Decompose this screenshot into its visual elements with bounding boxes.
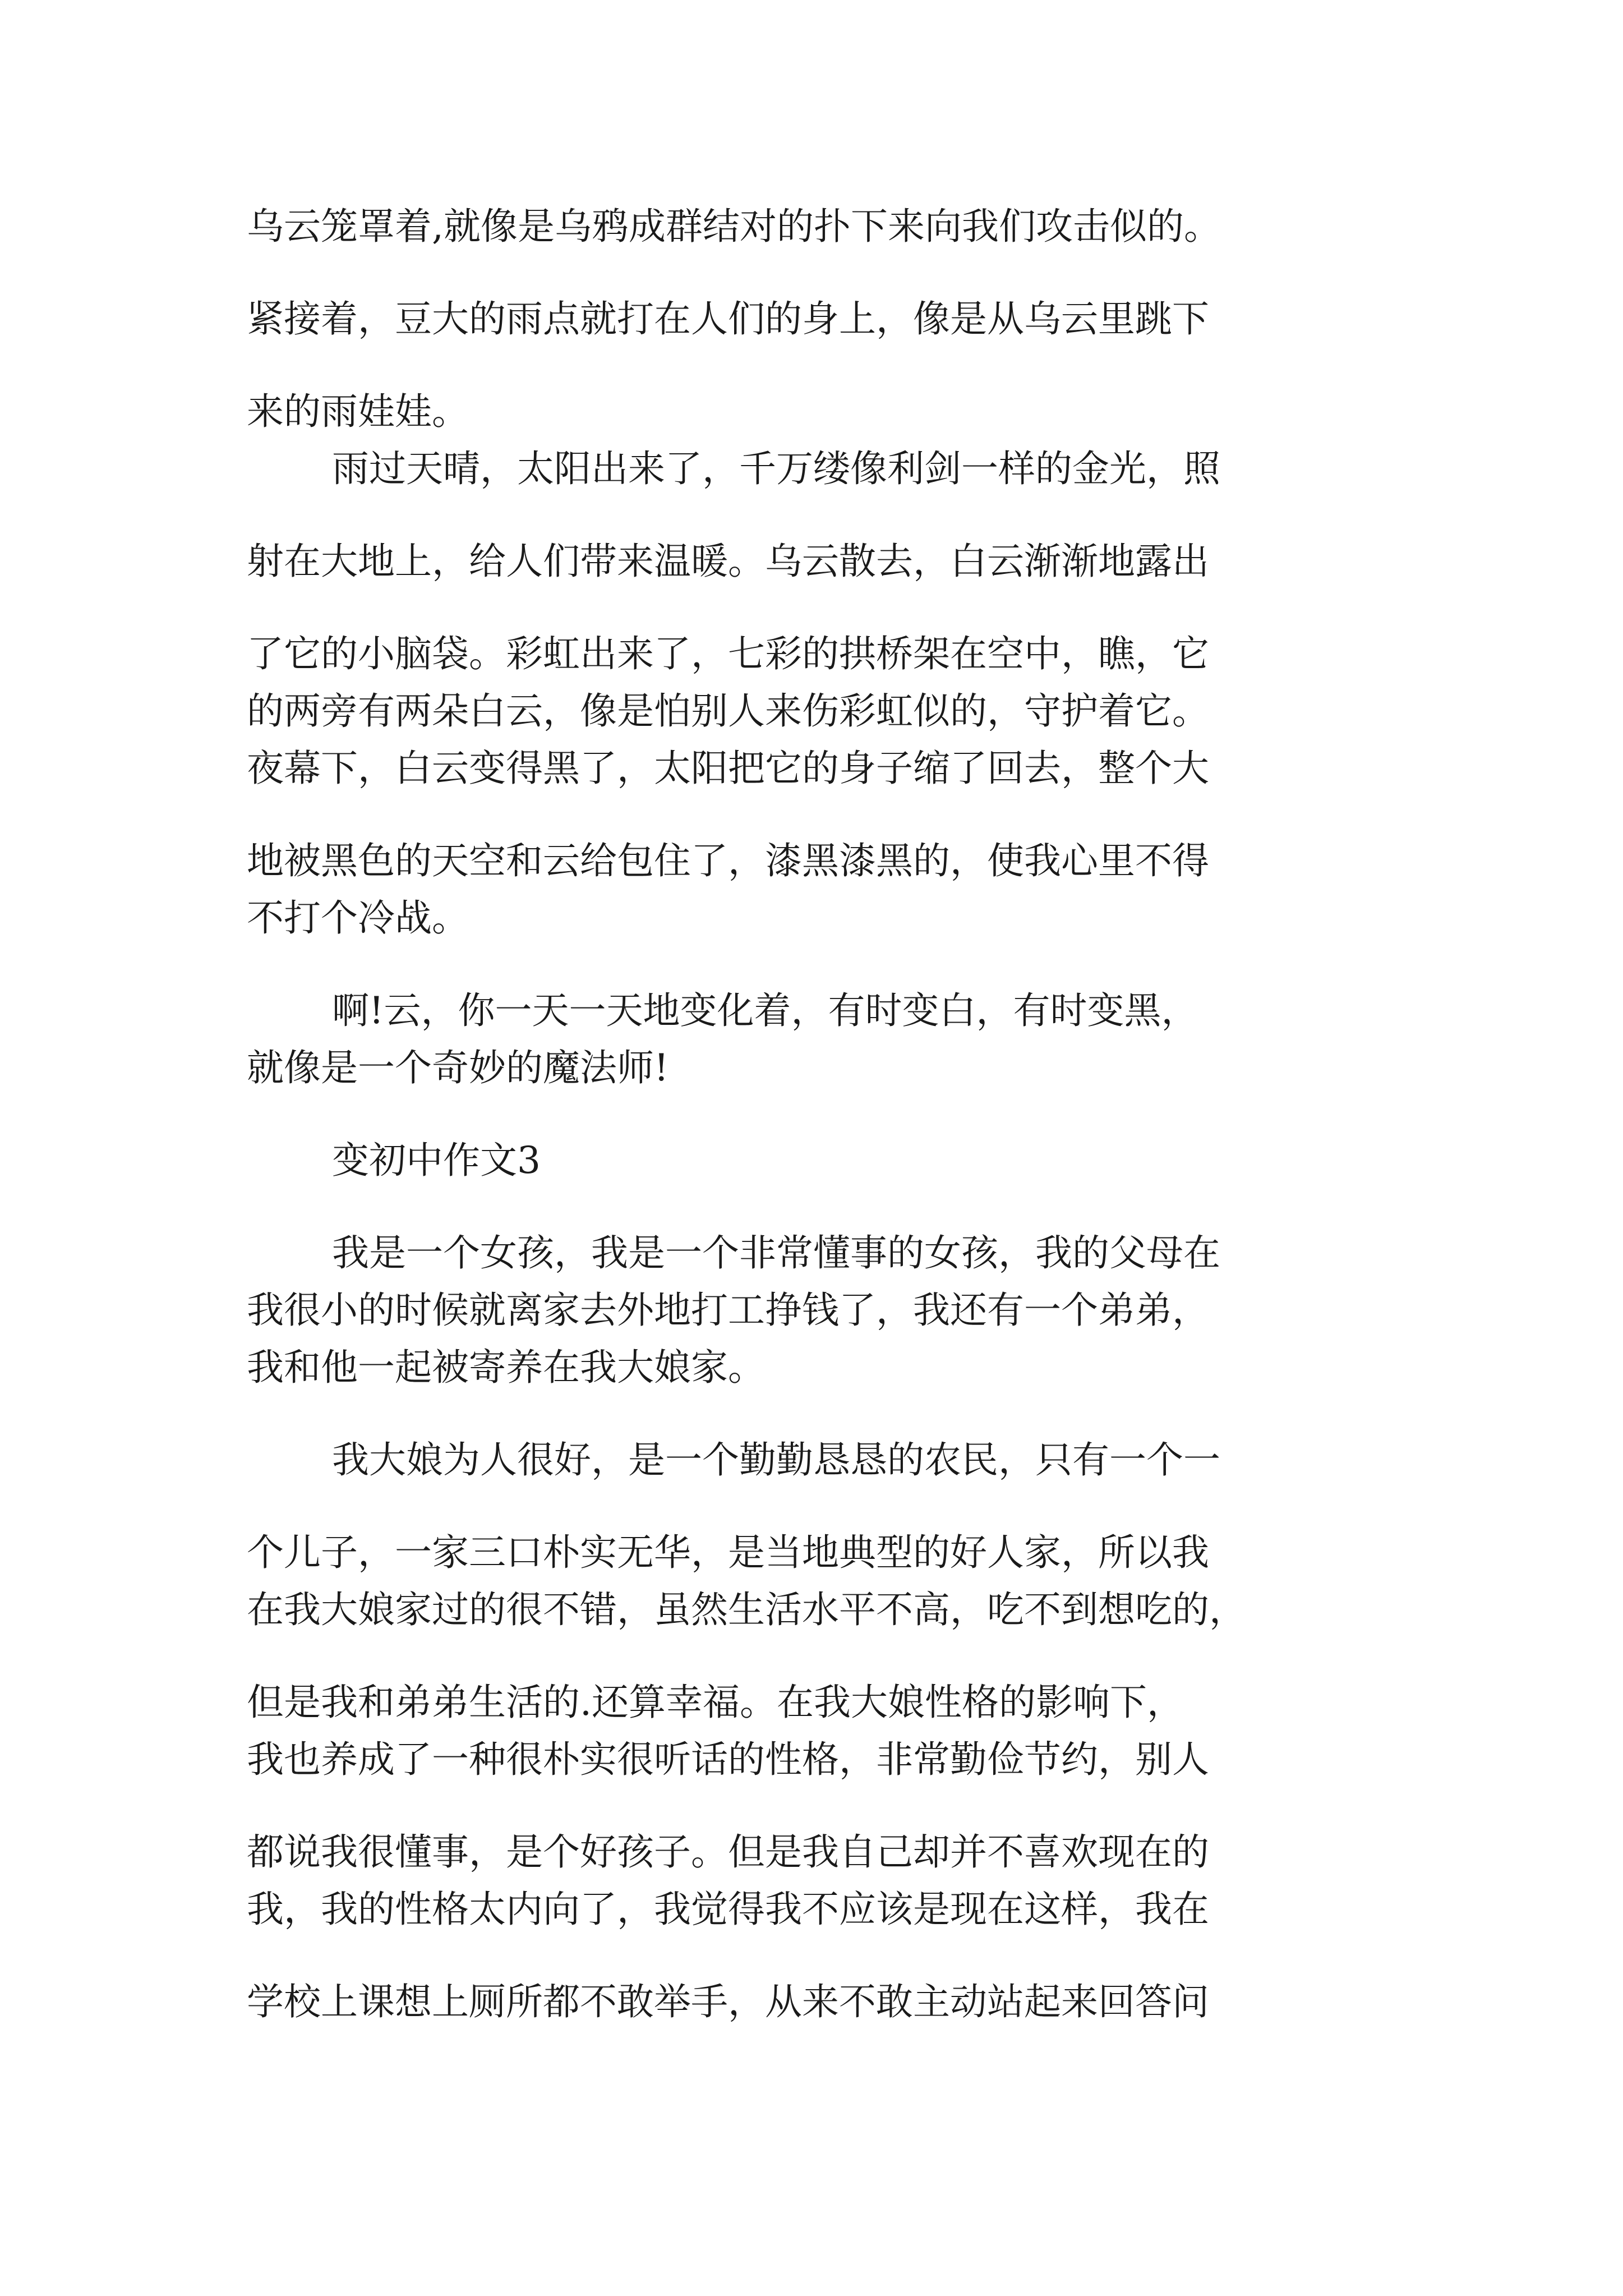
text-line-5: 射在大地上，给人们带来温暖。乌云散去，白云渐渐地露出 — [247, 540, 1209, 583]
text-line-17: 我大娘为人很好，是一个勤勤恳恳的农民，只有一个一 — [332, 1438, 1220, 1481]
text-line-23: 我，我的性格太内向了，我觉得我不应该是现在这样，我在 — [247, 1888, 1209, 1931]
text-line-7: 的两旁有两朵白云，像是怕别人来伤彩虹似的，守护着它。 — [247, 689, 1209, 733]
text-line-4: 雨过天晴，太阳出来了，千万缕像利剑一样的金光，照 — [332, 447, 1220, 490]
text-line-22: 都说我很懂事，是个好孩子。但是我自己却并不喜欢现在的 — [247, 1830, 1209, 1874]
text-line-6: 了它的小脑袋。彩虹出来了，七彩的拱桥架在空中，瞧，它 — [247, 632, 1209, 675]
text-line-16: 我和他一起被寄养在我大娘家。 — [247, 1346, 765, 1389]
text-line-20: 但是我和弟弟生活的.还算幸福。在我大娘性格的影响下， — [247, 1681, 1184, 1724]
text-line-10: 不打个冷战。 — [247, 896, 469, 940]
text-line-15: 我很小的时候就离家去外地打工挣钱了，我还有一个弟弟， — [247, 1289, 1209, 1332]
text-line-1: 乌云笼罩着,就像是乌鸦成群结对的扑下来向我们攻击似的。 — [247, 205, 1221, 248]
text-line-19: 在我大娘家过的很不错，虽然生活水平不高，吃不到想吃的， — [247, 1588, 1246, 1631]
text-line-3: 来的雨娃娃。 — [247, 390, 469, 433]
text-line-8: 夜幕下，白云变得黑了，太阳把它的身子缩了回去，整个大 — [247, 747, 1209, 790]
text-line-14: 我是一个女孩，我是一个非常懂事的女孩，我的父母在 — [332, 1231, 1220, 1274]
section-heading: 变初中作文3 — [332, 1139, 541, 1182]
text-line-2: 紧接着，豆大的雨点就打在人们的身上，像是从乌云里跳下 — [247, 297, 1209, 341]
text-line-24: 学校上课想上厕所都不敢举手，从来不敢主动站起来回答问 — [247, 1980, 1209, 2023]
text-line-18: 个儿子，一家三口朴实无华，是当地典型的好人家，所以我 — [247, 1531, 1209, 1574]
text-line-11: 啊!云，你一天一天地变化着，有时变白，有时变黑， — [332, 989, 1198, 1032]
text-line-21: 我也养成了一种很朴实很听话的性格，非常勤俭节约，别人 — [247, 1738, 1209, 1781]
text-line-12: 就像是一个奇妙的魔法师! — [247, 1046, 669, 1089]
text-line-9: 地被黑色的天空和云给包住了，漆黑漆黑的，使我心里不得 — [247, 839, 1209, 882]
